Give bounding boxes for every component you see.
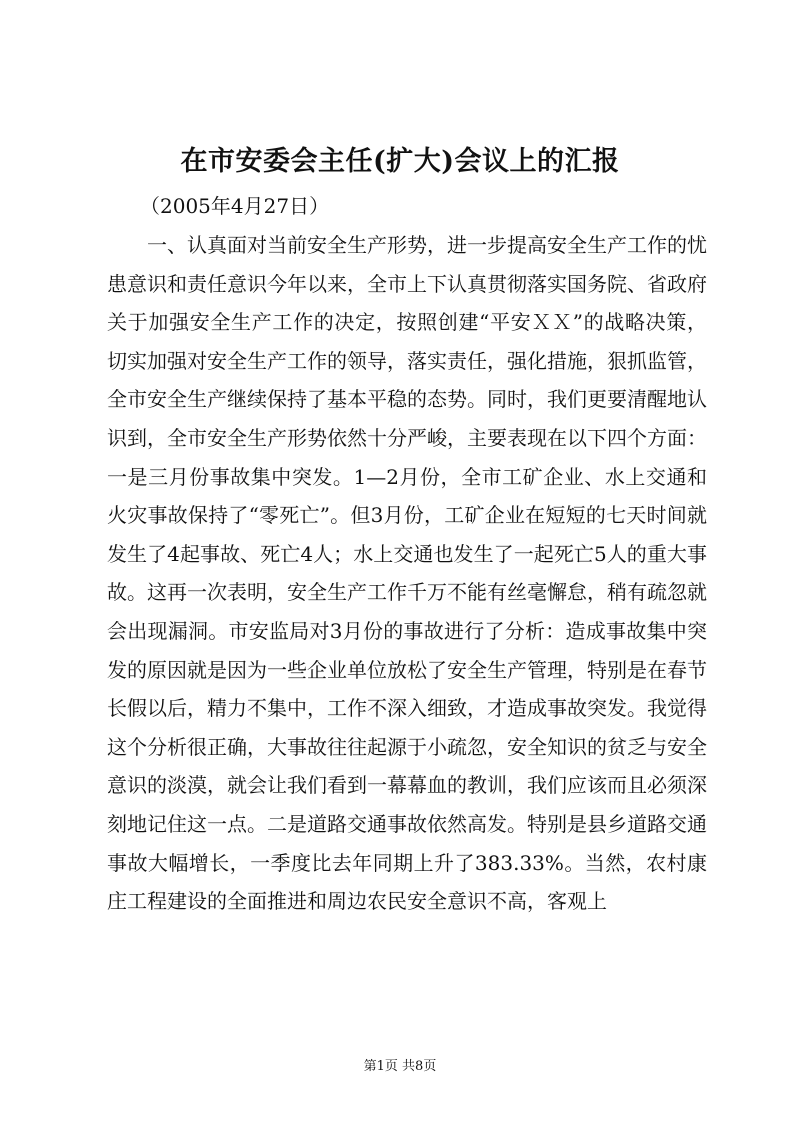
document-date: （2005年4月27日） (140, 194, 330, 218)
document-title: 在市安委会主任(扩大)会议上的汇报 (180, 146, 620, 177)
page-footer: 第1页 共8页 (363, 1059, 437, 1074)
body-paragraph: 一、认真面对当前安全生产形势，进一步提高安全生产工作的忧患意识和责任意识今年以来，全市上下认真贯彻落实国务院、省政府关于加强安全生产工作的决定，按照创建“平安ＸＸ”的战略决策，切实加强对安全生产工作的领导，落实责任，强化措施，狠抓监管，全市安全生产继续保持了基本平稳的态势。同时，我们更要清醒地认识到，全市安全生产形势依然十分严峻，主要表现在以下四个方面：一是三月份事故集中突发。1—2月份，全市工矿企业、水上交通和火灾事故保持了“零死亡”。但3月份，工矿企业在短短的七天时间就发生了4起事故、死亡4人；水上交通也发生了一起死亡5人的重大事故。这再一次表明，安全生产工作千万不能有丝毫懈怠，稍有疏忽就会出现漏洞。市安监局对3月份的事故进行了分析：造成事故集中突发的原因就是因为一些企业单位放松了安全生产管理，特别是在春节长假以后，精力不集中，工作不深入细致，才造成事故突发。我觉得这个分析很正确，大事故往往起源于小疏忽，安全知识的贫乏与安全意识的淡漠，就会让我们看到一幕幕血的教训，我们应该而且必须深刻地记住这一点。二是道路交通事故依然高发。特别是县乡道路交通事故大幅增长，一季度比去年同期上升了383.33%。当然，农村康庄工程建设的全面推进和周边农民安全意识不高，客观上 (107, 233, 707, 914)
